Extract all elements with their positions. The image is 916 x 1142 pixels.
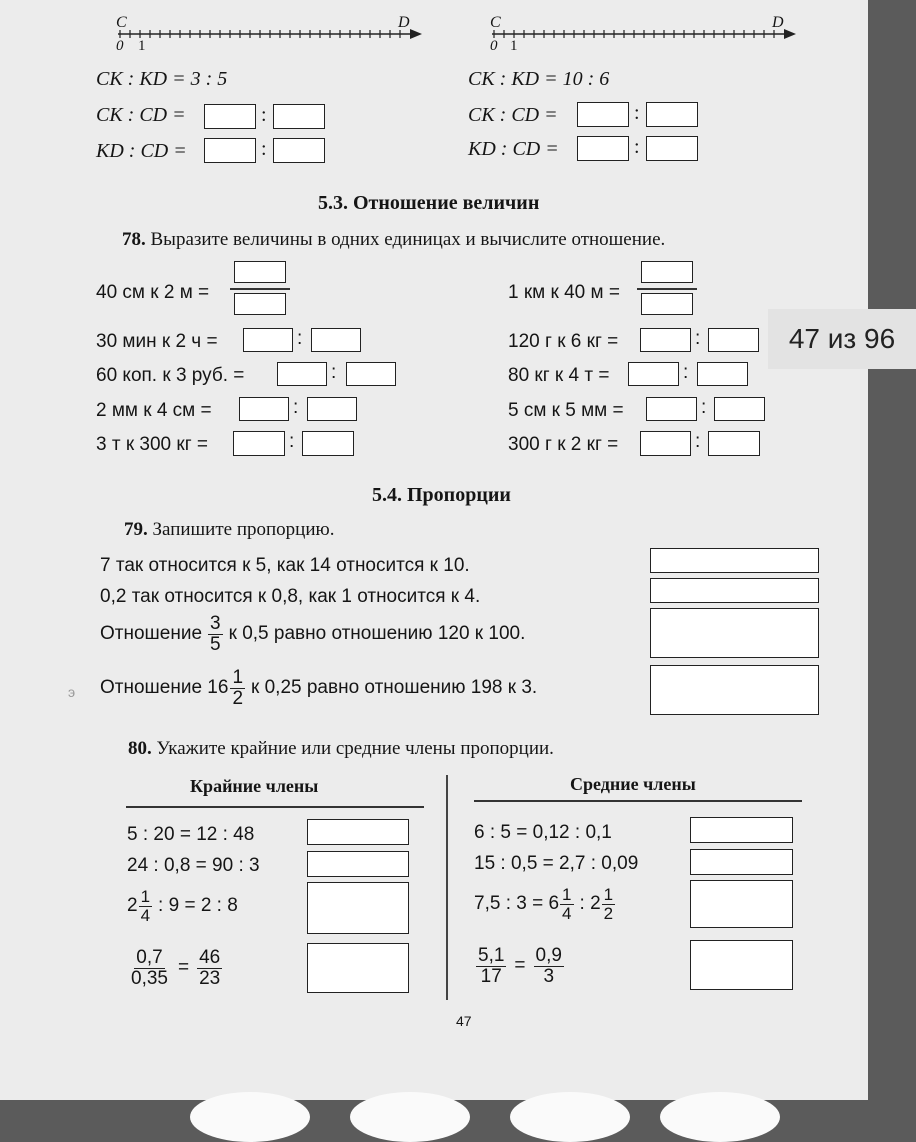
denominator: 2 — [232, 687, 244, 709]
answer-box[interactable] — [243, 328, 293, 352]
answer-box[interactable] — [307, 397, 357, 421]
task-number: 79. — [124, 519, 148, 540]
proportion: 24 : 0,8 = 90 : 3 — [127, 855, 260, 876]
task79-line: 7 так относится к 5, как 14 относится к 10. — [100, 555, 470, 576]
numerator: 46 — [199, 947, 221, 968]
point-c-label: C — [116, 14, 127, 31]
task79-line — [100, 614, 525, 655]
answer-box[interactable] — [646, 136, 698, 161]
numerator: 3 — [210, 613, 221, 634]
answer-box[interactable] — [690, 880, 793, 928]
answer-box[interactable] — [646, 102, 698, 127]
answer-box[interactable] — [311, 328, 361, 352]
ratio-kd-cd-label: KD : CD = — [468, 138, 559, 160]
colon: : — [695, 431, 701, 452]
section-title: 5.3. Отношение величин — [318, 192, 540, 214]
text: к 0,5 равно отношению 120 к 100. — [228, 623, 526, 645]
answer-box[interactable] — [646, 397, 697, 421]
answer-box[interactable] — [650, 608, 819, 658]
text: Отношение 16 — [100, 677, 229, 699]
colon: : — [634, 136, 640, 158]
task-text: Запишите пропорцию. — [152, 519, 335, 540]
task78-item: 5 см к 5 мм = — [508, 400, 624, 421]
ratio-kd-cd-label: KD : CD = — [96, 140, 187, 162]
margin-mark: э — [68, 684, 76, 700]
proportion — [127, 888, 238, 925]
colon: : — [695, 328, 701, 349]
column-header-extremes: Крайние члены — [190, 776, 319, 796]
answer-box-numerator[interactable] — [641, 261, 693, 283]
denominator: 3 — [543, 965, 555, 987]
proportion: 5 : 20 = 12 : 48 — [127, 824, 255, 845]
one-label: 1 — [138, 38, 146, 54]
fraction — [534, 946, 564, 987]
task-text: Выразите величины в одних единицах и вычислите отношение. — [150, 229, 666, 250]
task79-line: 0,2 так относится к 0,8, как 1 относится к 4. — [100, 586, 481, 607]
text: : 2 — [579, 893, 601, 915]
task78-item: 60 коп. к 3 руб. = — [96, 365, 245, 386]
answer-box[interactable] — [204, 138, 256, 163]
numerator: 1 — [562, 885, 572, 904]
column-divider — [446, 775, 448, 1000]
task78-item: 1 км к 40 м = — [508, 282, 620, 303]
decorative-bubble — [190, 1092, 310, 1142]
answer-box[interactable] — [640, 328, 691, 352]
text: Отношение — [100, 623, 203, 645]
task-text: Укажите крайние или средние члены пропорции. — [156, 738, 554, 759]
point-d-label: D — [398, 14, 410, 31]
denominator: 4 — [140, 905, 151, 925]
ratio-ck-cd-label: CK : CD = — [468, 104, 558, 126]
answer-box[interactable] — [650, 578, 819, 603]
answer-box[interactable] — [307, 882, 409, 934]
answer-box[interactable] — [577, 136, 629, 161]
answer-box[interactable] — [233, 431, 285, 456]
task-number: 80. — [128, 738, 152, 759]
column-header-means: Средние члены — [570, 774, 696, 794]
task78-item: 30 мин к 2 ч = — [96, 331, 218, 352]
colon: : — [701, 397, 707, 418]
task78-item: 40 см к 2 м = — [96, 282, 210, 303]
answer-box[interactable] — [204, 104, 256, 129]
answer-box[interactable] — [628, 362, 679, 386]
denominator: 23 — [199, 967, 221, 989]
text: 7,5 : 3 = 6 — [474, 893, 560, 915]
answer-box[interactable] — [346, 362, 396, 386]
answer-box[interactable] — [577, 102, 629, 127]
page-number: 47 — [456, 1013, 472, 1029]
zero-label: 0 — [490, 38, 498, 54]
text: : 9 = 2 : 8 — [158, 895, 238, 917]
fraction — [208, 614, 223, 655]
point-c-label: C — [490, 14, 501, 31]
numerator: 1 — [603, 885, 614, 904]
answer-box[interactable] — [277, 362, 327, 386]
answer-box[interactable] — [650, 665, 819, 715]
colon: : — [261, 104, 267, 126]
fraction — [602, 886, 615, 923]
page-indicator: 47 из 96 — [768, 309, 916, 369]
task79-line — [100, 668, 537, 709]
proportion — [474, 886, 615, 923]
proportion — [474, 946, 566, 987]
answer-box[interactable] — [307, 851, 409, 877]
proportion: 6 : 5 = 0,12 : 0,1 — [474, 822, 612, 843]
fraction-bar — [637, 288, 697, 290]
proportion — [127, 948, 224, 989]
denominator: 17 — [480, 965, 502, 987]
answer-box[interactable] — [650, 548, 819, 573]
denominator: 4 — [562, 903, 572, 923]
answer-box-denominator[interactable] — [641, 293, 693, 315]
colon: : — [297, 328, 303, 349]
number-line-left — [110, 14, 430, 56]
ratio-ck-kd: CK : KD = 3 : 5 — [96, 68, 228, 90]
colon: : — [683, 362, 689, 383]
answer-box[interactable] — [302, 431, 354, 456]
answer-box[interactable] — [708, 431, 760, 456]
task-number: 78. — [122, 229, 146, 250]
denominator: 5 — [210, 633, 221, 655]
denominator: 2 — [603, 903, 614, 923]
ratio-ck-kd: CK : KD = 10 : 6 — [468, 68, 610, 90]
fraction — [230, 668, 245, 709]
answer-box[interactable] — [239, 397, 289, 421]
text: к 0,25 равно отношению 198 к 3. — [251, 677, 538, 699]
answer-box[interactable] — [273, 138, 325, 163]
ratio-ck-cd-label: CK : CD = — [96, 104, 186, 126]
answer-box[interactable] — [697, 362, 748, 386]
task78-item: 2 мм к 4 см = — [96, 400, 212, 421]
answer-box[interactable] — [690, 940, 793, 990]
decorative-bubble — [350, 1092, 470, 1142]
fraction — [197, 948, 222, 989]
task-78-heading — [122, 229, 665, 251]
colon: : — [331, 362, 337, 383]
equals: = — [177, 957, 190, 979]
answer-box[interactable] — [690, 817, 793, 843]
colon: : — [634, 102, 640, 124]
fraction — [560, 886, 573, 923]
equals: = — [514, 955, 526, 977]
task78-item: 300 г к 2 кг = — [508, 434, 619, 455]
task-80-heading — [128, 738, 554, 760]
colon: : — [289, 431, 295, 452]
number-line-right — [484, 14, 804, 56]
whole-part: 2 — [127, 895, 138, 917]
answer-box[interactable] — [307, 943, 409, 993]
answer-box[interactable] — [690, 849, 793, 875]
zero-label: 0 — [116, 38, 124, 54]
answer-box-numerator[interactable] — [234, 261, 286, 283]
fraction-bar — [230, 288, 290, 290]
answer-box[interactable] — [273, 104, 325, 129]
point-d-label: D — [772, 14, 784, 31]
task-79-heading — [124, 519, 334, 541]
numerator: 5,1 — [478, 945, 505, 966]
task78-item: 3 т к 300 кг = — [96, 434, 209, 455]
fraction — [139, 888, 152, 925]
answer-box-denominator[interactable] — [234, 293, 286, 315]
colon: : — [261, 138, 267, 160]
task78-item: 80 кг к 4 т = — [508, 365, 610, 386]
numerator: 0,7 — [136, 947, 163, 968]
section-title: 5.4. Пропорции — [372, 484, 511, 506]
decorative-bubble — [660, 1092, 780, 1142]
fraction — [129, 948, 170, 989]
colon: : — [293, 397, 299, 418]
answer-box[interactable] — [307, 819, 409, 845]
fraction — [476, 946, 506, 987]
numerator: 1 — [140, 887, 151, 906]
answer-box[interactable] — [640, 431, 691, 456]
numerator: 0,9 — [535, 945, 562, 966]
header-underline — [126, 806, 424, 808]
proportion: 15 : 0,5 = 2,7 : 0,09 — [474, 853, 639, 874]
numerator: 1 — [232, 667, 244, 688]
answer-box[interactable] — [714, 397, 765, 421]
task78-item: 120 г к 6 кг = — [508, 331, 619, 352]
denominator: 0,35 — [131, 967, 168, 989]
decorative-bubble — [510, 1092, 630, 1142]
one-label: 1 — [510, 38, 518, 54]
header-underline — [474, 800, 802, 802]
answer-box[interactable] — [708, 328, 759, 352]
